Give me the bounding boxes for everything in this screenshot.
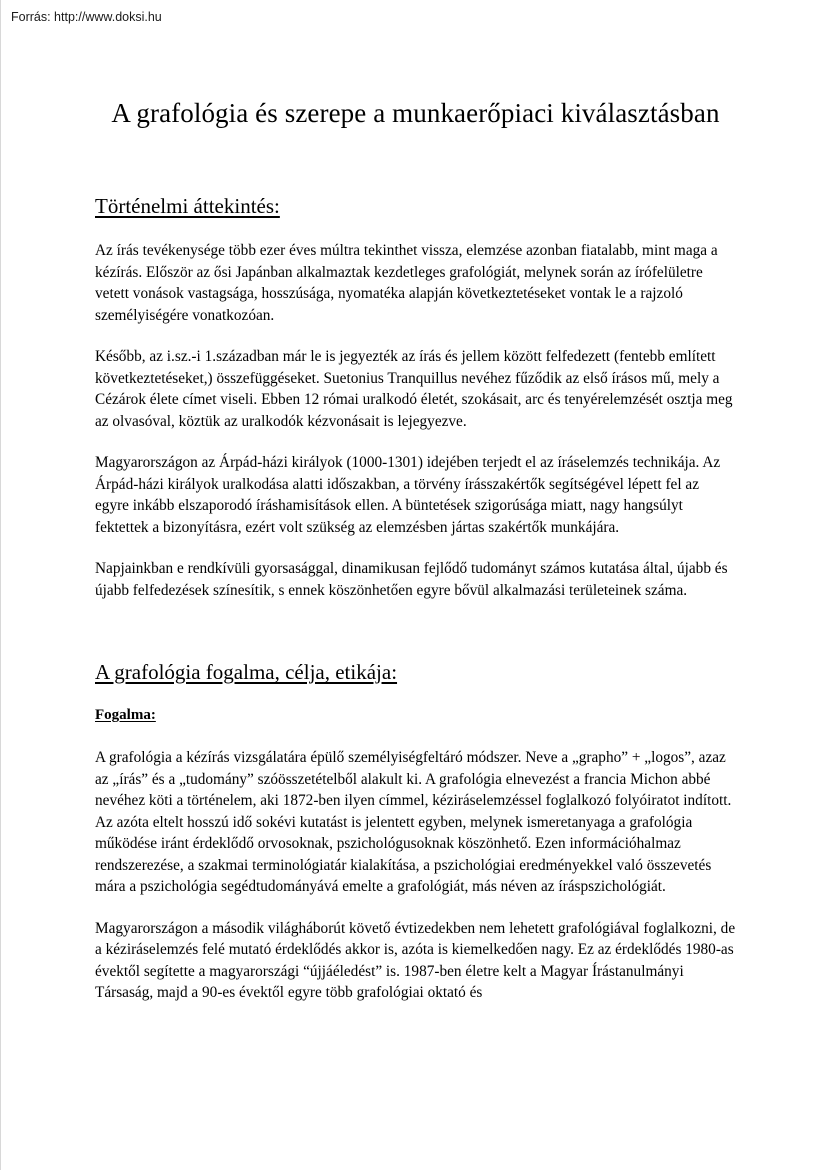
section-historical-overview (95, 193, 736, 601)
paragraph: Magyarországon az Árpád-házi királyok (1000-1301) idejében terjedt el az íráselemzés technikája. Az Árpád-házi királyok uralkodása alatti időszakban, a törvény írásszakértők segítségével lépett fel az egyre inkább elszaporodó íráshamisítások ellen. A büntetések szigorúsága miatt, nagy hangsúlyt fektettek a bizonyításra, ezért volt szükség az elemzésben jártas szakértők munkájára. (95, 454, 721, 536)
page-left-edge (0, 0, 1, 1170)
page-title: A grafológia és szerepe a munkaerőpiaci kiválasztásban (111, 98, 720, 128)
paragraph: A grafológia a kézírás vizsgálatára épülő személyiségfeltáró módszer. Neve a „grapho” + „logos”, azaz az „írás” és a „tudomány” szóösszetételből alakult ki. A grafológia elnevezést a francia Michon abbé nevéhez köti a történelem, aki 1872-ben ilyen címmel, kéziráselemzéssel foglalkozó folyóiratot indított. (95, 749, 732, 809)
paragraph: Magyarországon a második világháborút követő évtizedekben nem lehetett grafológiával foglalkozni, de a kéziráselemzés felé mutató érdeklődés akkor is, azóta is kiemelkedően nagy. Ez az érdeklődés 1980-as évektől segítette a magyarországi “újjáéledést” is. 1987-ben életre kelt a Magyar Írástanulmányi Társaság, majd a 90-es évektől egyre több grafológiai oktató és (95, 919, 736, 1001)
document-body (95, 95, 736, 1004)
paragraph: Napjainkban e rendkívüli gyorsasággal, dinamikusan fejlődő tudományt számos kutatása által, újabb és újabb felfedezések színesítik, s ennek köszönhetően egyre bővül alkalmazási területeinek száma. (95, 560, 728, 599)
paragraph: Az azóta eltelt hosszú idő sokévi kutatást is jelentett egyben, melynek ismeretanyaga a grafológia működése iránt érdeklődő orvosoknak, pszichológusoknak köszönhető. Ezen információhalmaz rendszerezése, a szakmai terminológiatár kialakítása, a pszichológiai eredményekkel való összevetés mára a pszichológia segédtudományává emelte a grafológiát, más néven az íráspszichológiát. (95, 813, 712, 895)
source-url-header: Forrás: http://www.doksi.hu (11, 10, 162, 24)
section-heading-graphology-definition: A grafológia fogalma, célja, etikája: (95, 660, 398, 684)
subheading-fogalma: Fogalma: (95, 707, 156, 723)
section-heading-historical-overview: Történelmi áttekintés: (95, 194, 280, 218)
paragraph: Később, az i.sz.-i 1.században már le is jegyezték az írás és jellem között felfedezett (fentebb említett következtetéseket,) összefüggéseket. Suetonius Tranquillus nevéhez fűződik az első írásos mű, mely a Cézárok élete címet viseli. Ebben 12 római uralkodó életét, szokásait, arc és tenyérelemzését osztja meg az olvasóval, köztük az uralkodók kézvonásait is lejegyezve. (95, 348, 733, 430)
section-graphology-definition (95, 659, 736, 1004)
paragraph: Az írás tevékenysége több ezer éves múltra tekinthet vissza, elemzése azonban fiatalabb, mint maga a kézírás. Először az ősi Japánban alkalmaztak kezdetleges grafológiát, melynek során az írófelületre vetett vonások vastagsága, hosszúsága, nyomatéka alapján következtetéseket vontak le a rajzoló személyiségére vonatkozóan. (95, 242, 718, 324)
